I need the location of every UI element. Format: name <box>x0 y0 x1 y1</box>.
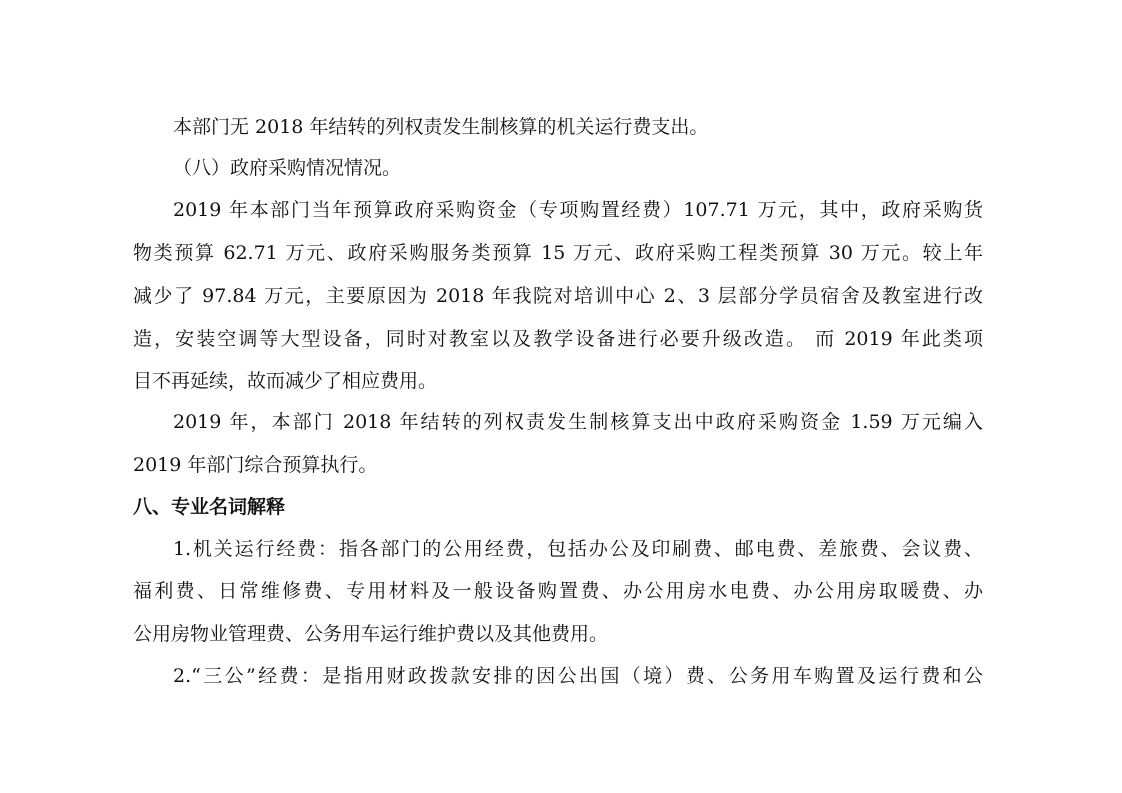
paragraph-line: 1.机关运行经费：指各部门的公用经费，包括办公及印刷费、邮电费、差旅费、会议费、 <box>173 538 983 560</box>
paragraph-line: 福利费、日常维修费、专用材料及一般设备购置费、办公用房水电费、办公用房取暖费、办 <box>133 580 983 602</box>
paragraph-line: 2019 年本部门当年预算政府采购资金（专项购置经费）107.71 万元，其中，政府采购货 <box>173 199 983 221</box>
paragraph-line: 公用房物业管理费、公务用车运行维护费以及其他费用。 <box>133 623 609 645</box>
paragraph-line: 造，安装空调等大型设备，同时对教室以及教学设备进行必要升级改造。 而 2019 年此类项 <box>133 328 983 350</box>
paragraph-line: 2019 年部门综合预算执行。 <box>133 454 378 476</box>
paragraph-line: 本部门无 2018 年结转的列权责发生制核算的机关运行费支出。 <box>173 116 709 138</box>
section-heading: 八、专业名词解释 <box>133 496 286 518</box>
paragraph-line: 2.“三公”经费：是指用财政拨款安排的因公出国（境）费、公务用车购置及运行费和公 <box>173 665 983 687</box>
paragraph-line: 减少了 97.84 万元，主要原因为 2018 年我院对培训中心 2、3 层部分学员宿舍及教室进行改 <box>133 285 983 307</box>
paragraph-line: 目不再延续，故而减少了相应费用。 <box>133 370 438 392</box>
paragraph-line: 2019 年，本部门 2018 年结转的列权责发生制核算支出中政府采购资金 1.59 万元编入 <box>173 411 983 433</box>
paragraph-line: 物类预算 62.71 万元、政府采购服务类预算 15 万元、政府采购工程类预算 30 万元。较上年 <box>133 242 983 264</box>
subsection-heading: （八）政府采购情况情况。 <box>173 157 402 179</box>
